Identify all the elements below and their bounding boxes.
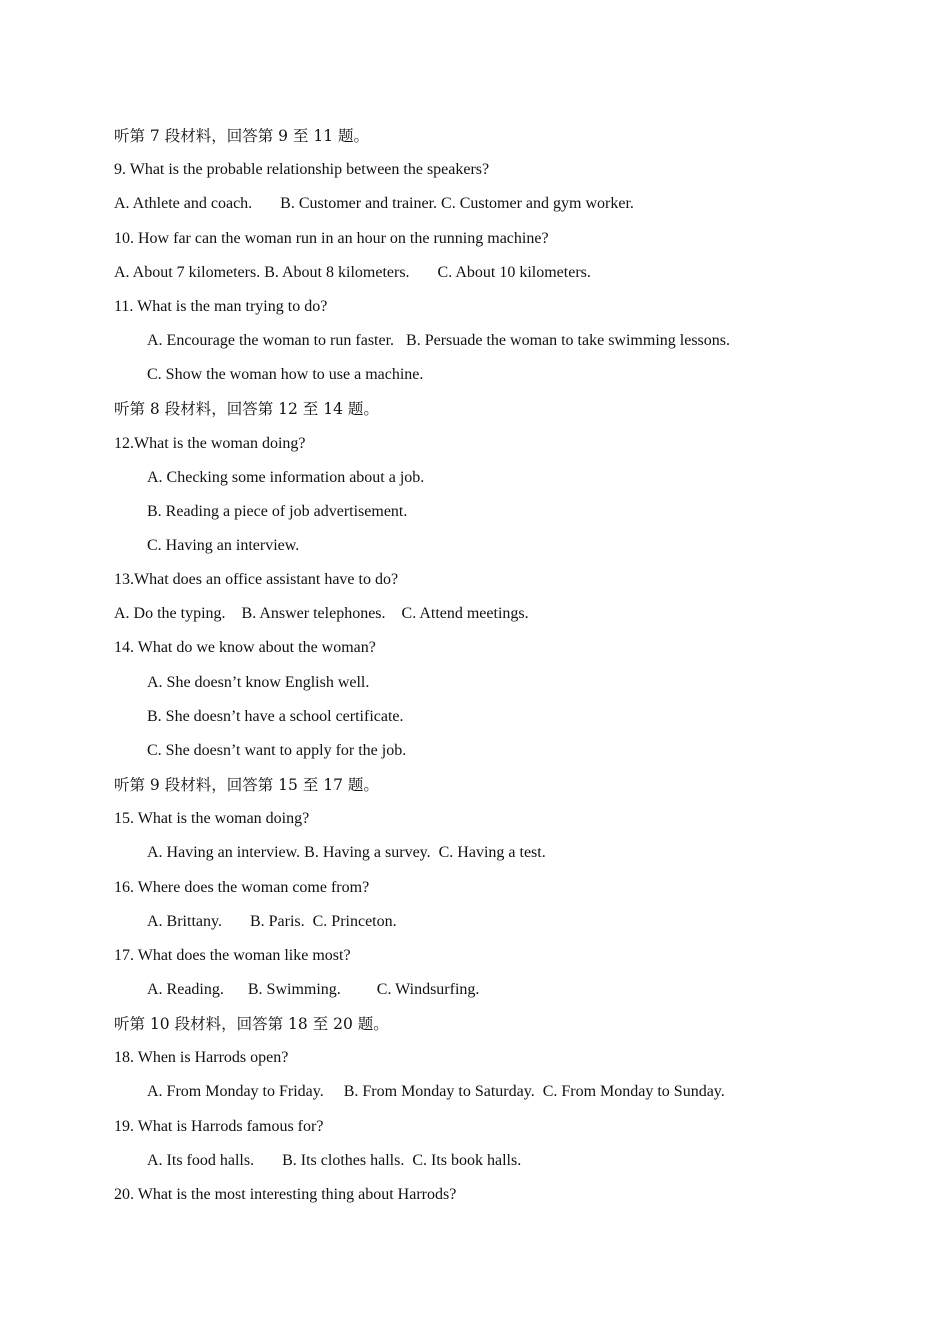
options-18: A. From Monday to Friday. B. From Monday to Saturday. C. From Monday to Sunday. (147, 1083, 725, 1100)
section-heading-9: 听第 9 段材料，回答第 15 至 17 题。 (114, 776, 379, 794)
option-14-c: C. She doesn’t want to apply for the job. (147, 742, 407, 759)
question-19: 19. What is Harrods famous for? (114, 1118, 324, 1135)
question-14: 14. What do we know about the woman? (114, 639, 376, 656)
question-10: 10. How far can the woman run in an hour on the running machine? (114, 230, 549, 247)
options-11-ab: A. Encourage the woman to run faster. B. Persuade the woman to take swimming lessons. (147, 332, 730, 349)
option-14-a: A. She doesn’t know English well. (147, 674, 370, 691)
options-17: A. Reading. B. Swimming. C. Windsurfing. (147, 981, 480, 998)
section-heading-8: 听第 8 段材料，回答第 12 至 14 题。 (114, 400, 379, 418)
options-16: A. Brittany. B. Paris. C. Princeton. (147, 913, 397, 930)
option-14-b: B. She doesn’t have a school certificate. (147, 708, 404, 725)
question-9: 9. What is the probable relationship between the speakers? (114, 161, 490, 178)
question-15: 15. What is the woman doing? (114, 810, 310, 827)
options-9: A. Athlete and coach. B. Customer and trainer. C. Customer and gym worker. (114, 195, 634, 212)
question-17: 17. What does the woman like most? (114, 947, 351, 964)
options-15: A. Having an interview. B. Having a survey. C. Having a test. (147, 844, 546, 861)
options-13: A. Do the typing. B. Answer telephones. C. Attend meetings. (114, 605, 529, 622)
option-12-c: C. Having an interview. (147, 537, 300, 554)
question-16: 16. Where does the woman come from? (114, 879, 370, 896)
question-13: 13.What does an office assistant have to do? (114, 571, 399, 588)
question-12: 12.What is the woman doing? (114, 435, 306, 452)
option-11-c: C. Show the woman how to use a machine. (147, 366, 424, 383)
options-19: A. Its food halls. B. Its clothes halls. C. Its book halls. (147, 1152, 522, 1169)
section-heading-7: 听第 7 段材料，回答第 9 至 11 题。 (114, 127, 370, 145)
question-18: 18. When is Harrods open? (114, 1049, 289, 1066)
option-12-b: B. Reading a piece of job advertisement. (147, 503, 408, 520)
option-12-a: A. Checking some information about a job. (147, 469, 425, 486)
section-heading-10: 听第 10 段材料，回答第 18 至 20 题。 (114, 1015, 389, 1033)
question-11: 11. What is the man trying to do? (114, 298, 328, 315)
question-20: 20. What is the most interesting thing about Harrods? (114, 1186, 457, 1203)
options-10: A. About 7 kilometers. B. About 8 kilometers. C. About 10 kilometers. (114, 264, 591, 281)
